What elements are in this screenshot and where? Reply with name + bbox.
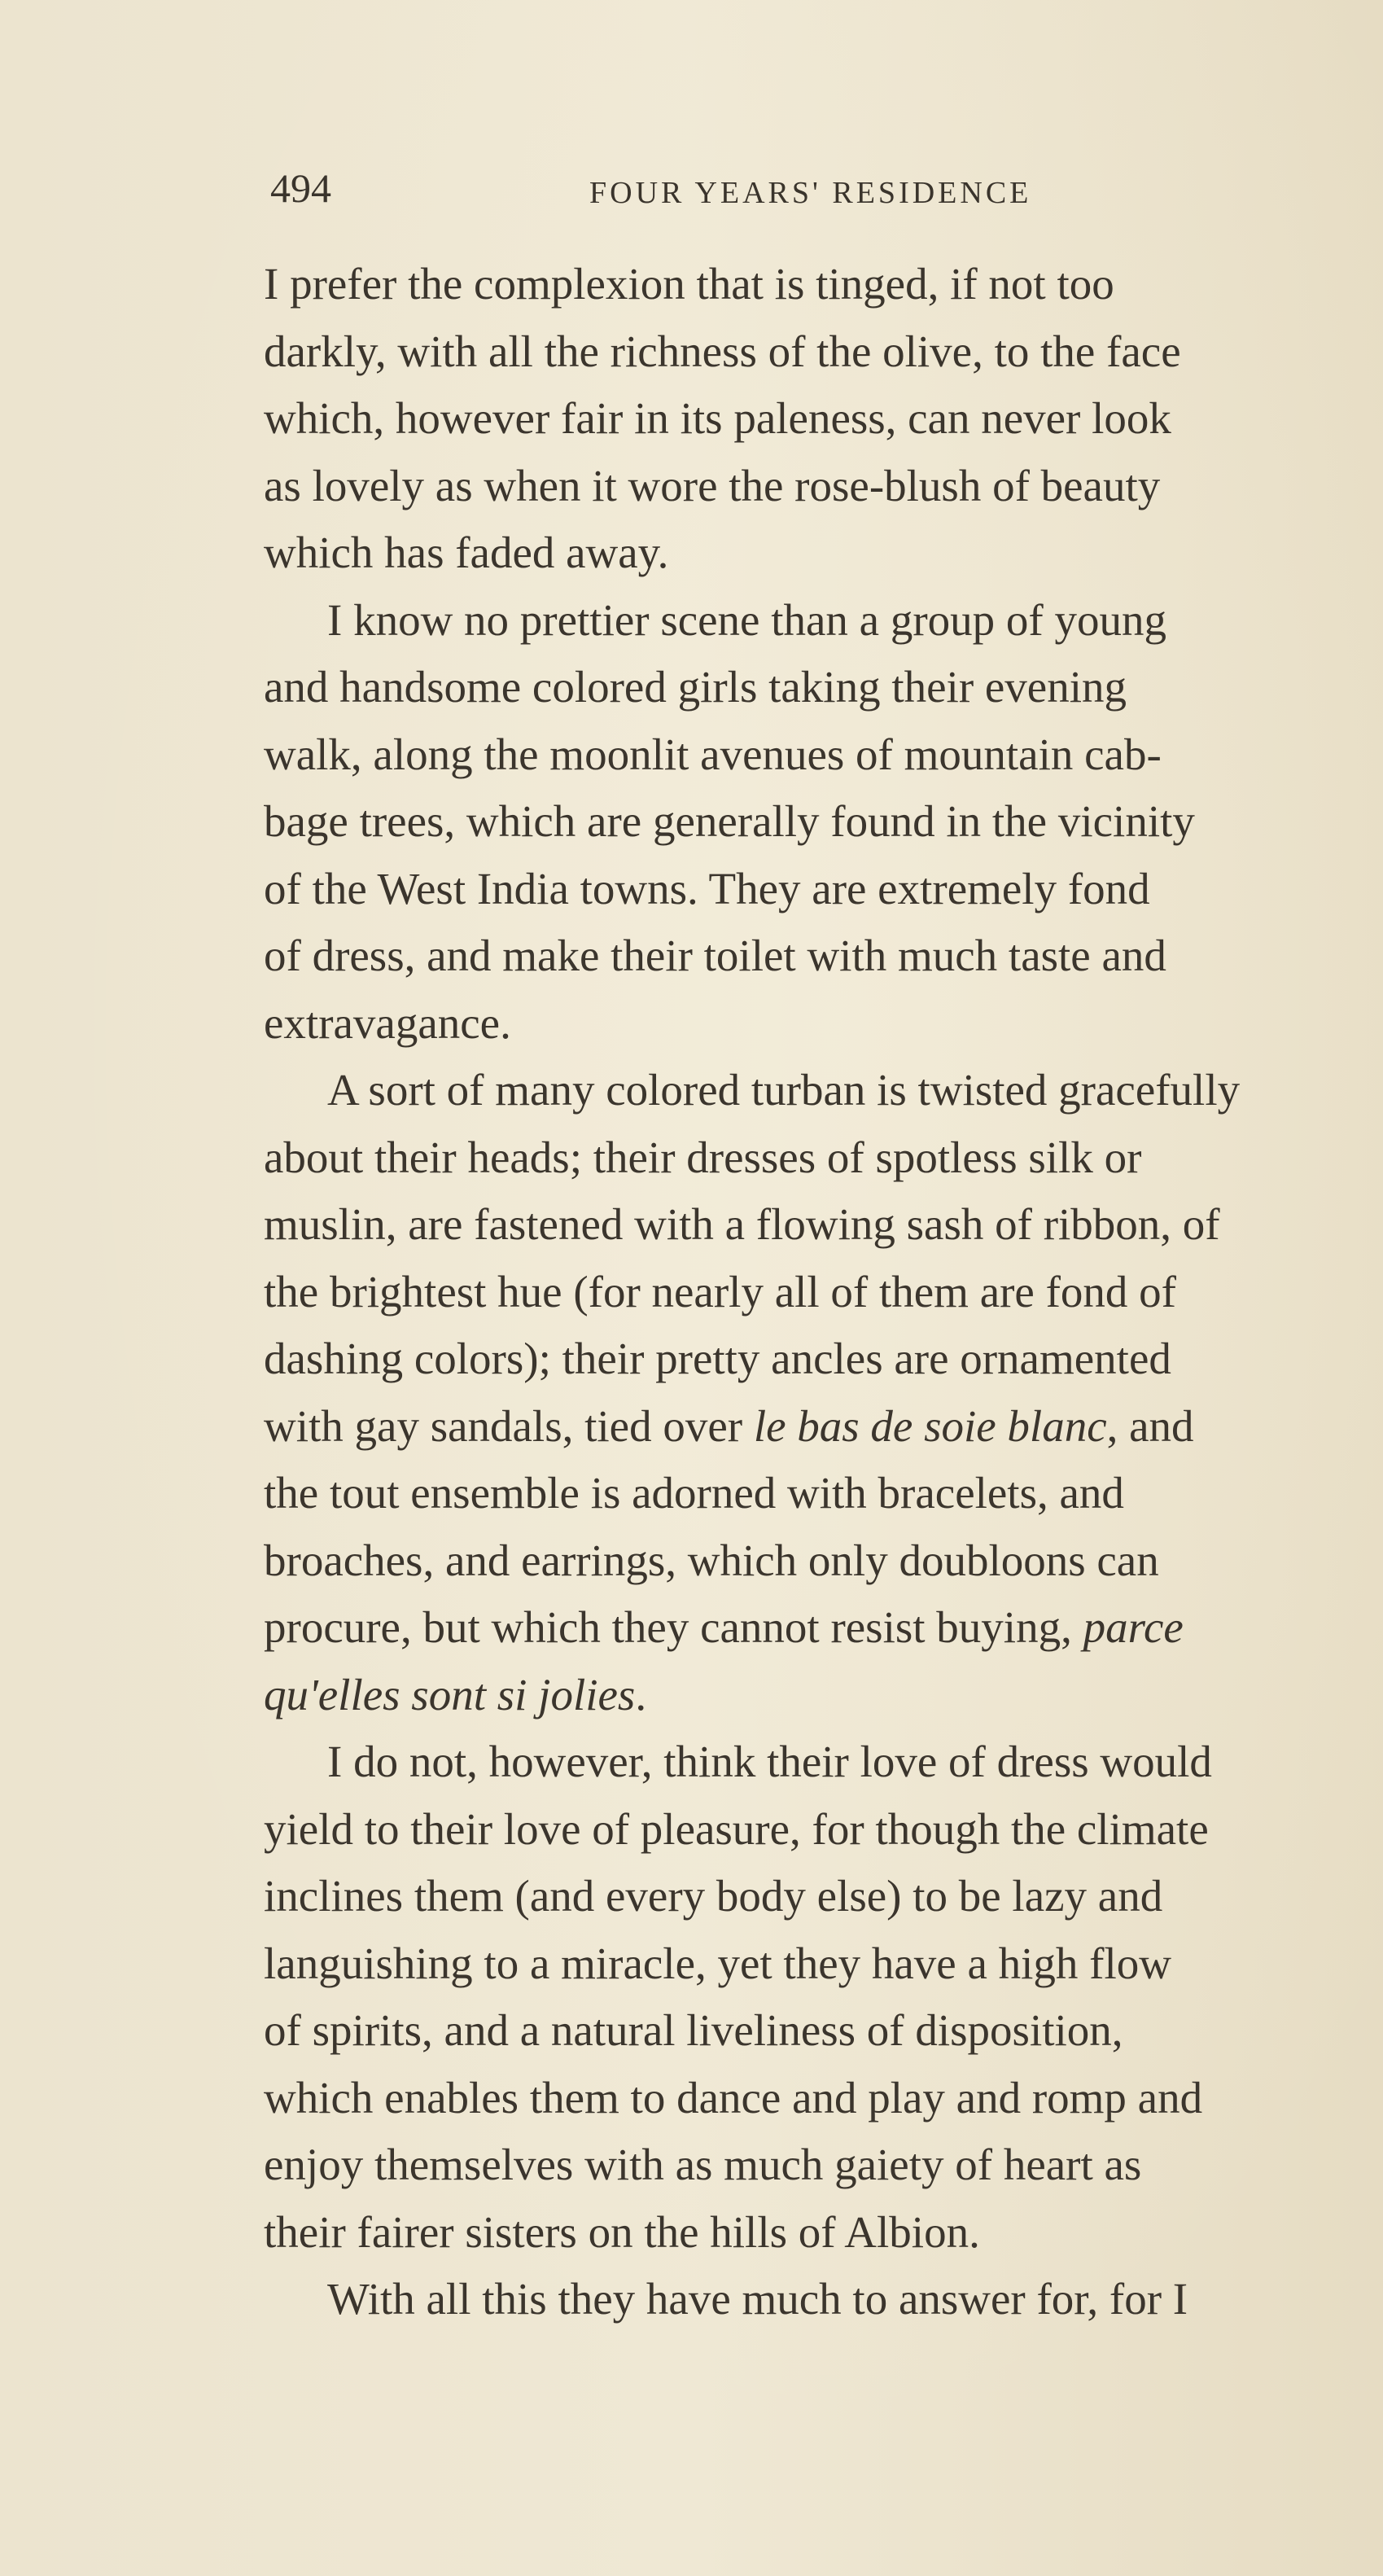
text-line: walk, along the moonlit avenues of mountain cab-: [264, 729, 1162, 779]
text-run: .: [635, 1669, 647, 1720]
text-line: yield to their love of pleasure, for though the climate: [264, 1803, 1209, 1854]
text-run: procure, but which they cannot resist buying,: [264, 1602, 1083, 1652]
text-line: [264, 1393, 1346, 1461]
text-line: muslin, are fastened with a flowing sash of ribbon, of: [264, 1199, 1220, 1249]
text-line: I know no prettier scene than a group of young: [327, 594, 1166, 645]
text-line: darkly, with all the richness of the olive, to the face: [264, 326, 1181, 376]
text-line: bage trees, which are generally found in the vicinity: [264, 796, 1195, 846]
text-line: which has faded away.: [264, 528, 669, 577]
italic-phrase: le bas de soie blanc: [753, 1400, 1107, 1451]
text-line: languishing to a miracle, yet they have a high flow: [264, 1938, 1171, 1988]
text-line: I prefer the complexion that is tinged, if not too: [264, 259, 1114, 309]
text-line: their fairer sisters on the hills of Albion.: [264, 2206, 980, 2257]
text-line: A sort of many colored turban is twisted gracefully: [327, 1065, 1241, 1115]
text-line: broaches, and earrings, which only doubloons can: [264, 1535, 1159, 1585]
text-line: of the West India towns. They are extremely fond: [264, 863, 1150, 913]
text-line: which, however fair in its paleness, can never look: [264, 393, 1171, 443]
text-line: as lovely as when it wore the rose-blush of beauty: [264, 460, 1161, 510]
text-line: the brightest hue (for nearly all of them are fond of: [264, 1266, 1176, 1316]
italic-phrase: parce: [1083, 1602, 1184, 1652]
page-header: [270, 160, 1105, 217]
text-line: extravagance.: [264, 997, 511, 1048]
paragraph: [264, 251, 1346, 587]
paragraph: [264, 2266, 1346, 2333]
text-line: I do not, however, think their love of dress would: [327, 1737, 1212, 1786]
text-line: enjoy themselves with as much gaiety of heart as: [264, 2140, 1142, 2189]
text-line: dashing colors); their pretty ancles are ornamented: [264, 1334, 1171, 1383]
paragraph: [264, 1057, 1346, 1728]
text-run: , and: [1106, 1400, 1194, 1451]
text-line: With all this they have much to answer for, for I: [327, 2274, 1188, 2324]
text-line: inclines them (and every body else) to be lazy and: [264, 1871, 1163, 1921]
text-line: about their heads; their dresses of spotless silk or: [264, 1132, 1142, 1182]
page-number: 494: [270, 165, 331, 211]
text-line: and handsome colored girls taking their evening: [264, 662, 1127, 712]
text-line: of dress, and make their toilet with much taste and: [264, 931, 1166, 980]
text-line: [264, 1662, 1346, 1729]
text-run: with gay sandals, tied over: [264, 1400, 754, 1451]
text-line: which enables them to dance and play and romp and: [264, 2072, 1203, 2123]
running-head: FOUR YEARS' RESIDENCE: [589, 176, 1032, 210]
paragraph: [264, 587, 1346, 1058]
italic-phrase: qu'elles sont si jolies: [264, 1669, 636, 1720]
paragraph: [264, 1728, 1346, 2266]
body-text: [264, 251, 1346, 2333]
text-line: of spirits, and a natural liveliness of disposition,: [264, 2005, 1123, 2055]
text-line: the tout ensemble is adorned with bracelets, and: [264, 1468, 1124, 1518]
text-line: [264, 1594, 1346, 1662]
